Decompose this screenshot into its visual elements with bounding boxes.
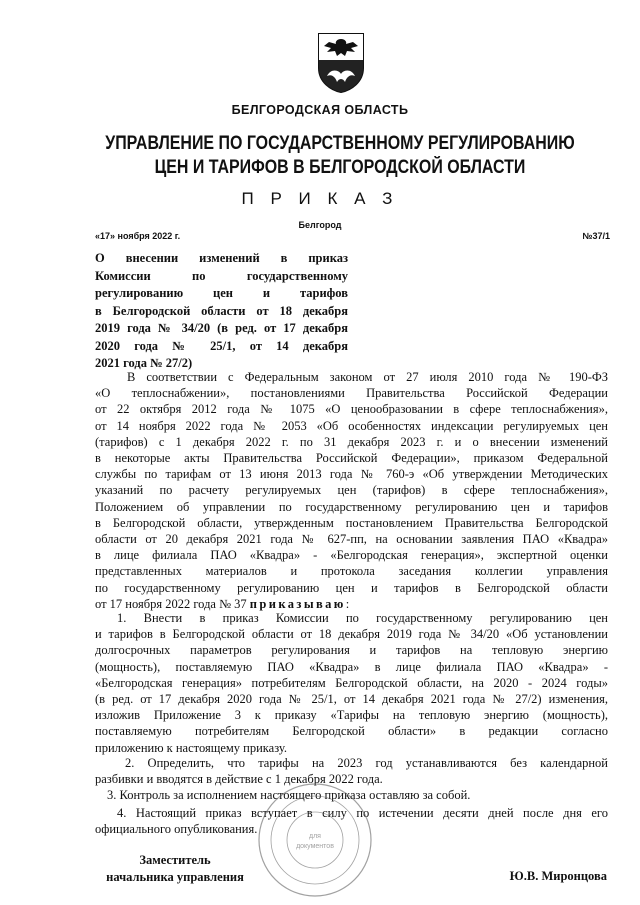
subject-line: О внесении изменений в приказ	[95, 251, 348, 265]
item-1-line: и тарифов в Белгородской области от 18 декабря 2019 года № 34/20 «Об установлении	[95, 627, 608, 642]
subject-line: 2019 года № 34/20 (в ред. от 17 декабря	[95, 321, 348, 335]
document-number: №37/1	[582, 231, 610, 241]
agency-title-line-1: УПРАВЛЕНИЕ ПО ГОСУДАРСТВЕННОМУ РЕГУЛИРОВАНИЮ	[105, 133, 575, 154]
signatory-position-line-1: Заместитель	[139, 853, 211, 867]
item-1-line: изложив Приложение 3 к приказу «Тарифы на тепловую энергию (мощность),	[95, 708, 608, 723]
signatory-name: Ю.В. Миронцова	[509, 869, 607, 883]
preamble-line: в некоторые акты Правительства Российской Федерации», приказом Федеральной	[95, 451, 608, 466]
region-name: БЕЛГОРОДСКАЯ ОБЛАСТЬ	[231, 103, 409, 117]
item-4-line: 4. Настоящий приказ вступает в силу по истечении десяти дней после дня его	[117, 806, 608, 820]
item-1-line: долгосрочных параметров регулирования и тарифов на тепловую энергию	[95, 643, 608, 658]
preamble-line: Положением об управлении по государственному регулированию цен и тарифов	[95, 499, 608, 514]
signatory-position-line-2: начальника управления	[106, 870, 244, 884]
preamble-line: службы по тарифам от 13 июня 2013 года № 760-э «Об утверждении Методических	[95, 467, 608, 482]
subject-line: в Белгородской области от 18 декабря	[95, 303, 348, 318]
preamble-line: «О теплоснабжении», постановлениями Правительства Российской Федерации	[95, 386, 608, 401]
preamble-last-line: от 17 ноября 2022 года № 37 приказываю:	[95, 596, 350, 611]
official-stamp	[255, 780, 375, 900]
subject-line: 2021 года № 27/2)	[95, 356, 193, 370]
subject-line: Комиссии по государственному	[95, 268, 348, 283]
document-subject	[95, 250, 348, 373]
item-1-paragraph	[95, 610, 608, 756]
document-date: «17» ноября 2022 г.	[95, 231, 181, 241]
item-1-line: 1. Внести в приказ Комиссии по государственному регулированию цен	[117, 611, 608, 625]
subject-line: 2020 года № 25/1, от 14 декабря	[95, 338, 348, 353]
preamble-line: В соответствии с Федеральным законом от 27 июля 2010 года № 190-ФЗ	[127, 370, 608, 384]
preamble-line: (тарифов) с 1 декабря 2022 г. по 31 декабря 2023 г. и о внесении изменений	[95, 434, 608, 449]
signatory-position	[95, 852, 255, 886]
item-1-line: поставляемую потребителям Белгородской области» в редакции согласно	[95, 724, 608, 739]
preamble-line: от 14 ноября 2022 года № 2053 «Об особенностях индексации регулируемых цен	[95, 418, 608, 433]
item-2-line: разбивки и вводятся в действие с 1 декабря 2022 года.	[95, 772, 383, 787]
order-word: приказываю	[249, 596, 346, 611]
agency-title-line-2: ЦЕН И ТАРИФОВ В БЕЛГОРОДСКОЙ ОБЛАСТИ	[154, 157, 526, 178]
item-1-line: приложению к настоящему приказу.	[95, 740, 288, 755]
preamble-paragraph	[95, 369, 608, 612]
item-1-line: «Белгородская генерация» потребителям Белгородской области, на 2020 - 2024 годы»	[95, 675, 608, 690]
item-2-line: 2. Определить, что тарифы на 2023 год устанавливаются без календарной	[125, 756, 608, 770]
preamble-line: области от 20 декабря 2021 года № 627-пп, на основании заявления ПАО «Квадра»	[95, 532, 608, 547]
coat-of-arms-emblem	[315, 30, 367, 94]
item-4-line: официального опубликования.	[95, 822, 258, 837]
preamble-line: в Белгородской области, утвержденным постановлением Правительства Белгородской	[95, 515, 608, 530]
preamble-line: от 22 октября 2012 года № 1075 «О ценообразовании в сфере теплоснабжения»,	[95, 402, 608, 417]
preamble-line: указаний по расчету регулируемых цен (тарифов) в сфере теплоснабжения»,	[95, 483, 608, 498]
city: Белгород	[298, 220, 342, 230]
preamble-line: по государственному регулированию цен и тарифов в Белгородской области	[95, 580, 608, 595]
preamble-line: от 17 ноября 2022 года № 37	[95, 596, 247, 611]
subject-line: регулированию цен и тарифов	[95, 286, 348, 300]
preamble-line: представленных материалов и протокола заседания коллегии управления	[95, 564, 608, 579]
item-1-line: (мощность), поставляемую ПАО «Квадра» в лице филиала ПАО «Квадра» -	[95, 659, 608, 674]
item-1-line: (в ред. от 17 декабря 2020 года № 25/1, от 14 декабря 2021 года № 27/2) изменения,	[95, 692, 608, 707]
item-3-line: 3. Контроль за исполнением настоящего приказа оставляю за собой.	[107, 788, 471, 802]
stamp-text: документов	[296, 843, 334, 850]
stamp-text: для	[309, 833, 321, 840]
document-type: П Р И К А З	[241, 189, 399, 208]
preamble-line: в лице филиала ПАО «Квадра» - «Белгородская генерация», экспертной оценки	[95, 548, 608, 563]
